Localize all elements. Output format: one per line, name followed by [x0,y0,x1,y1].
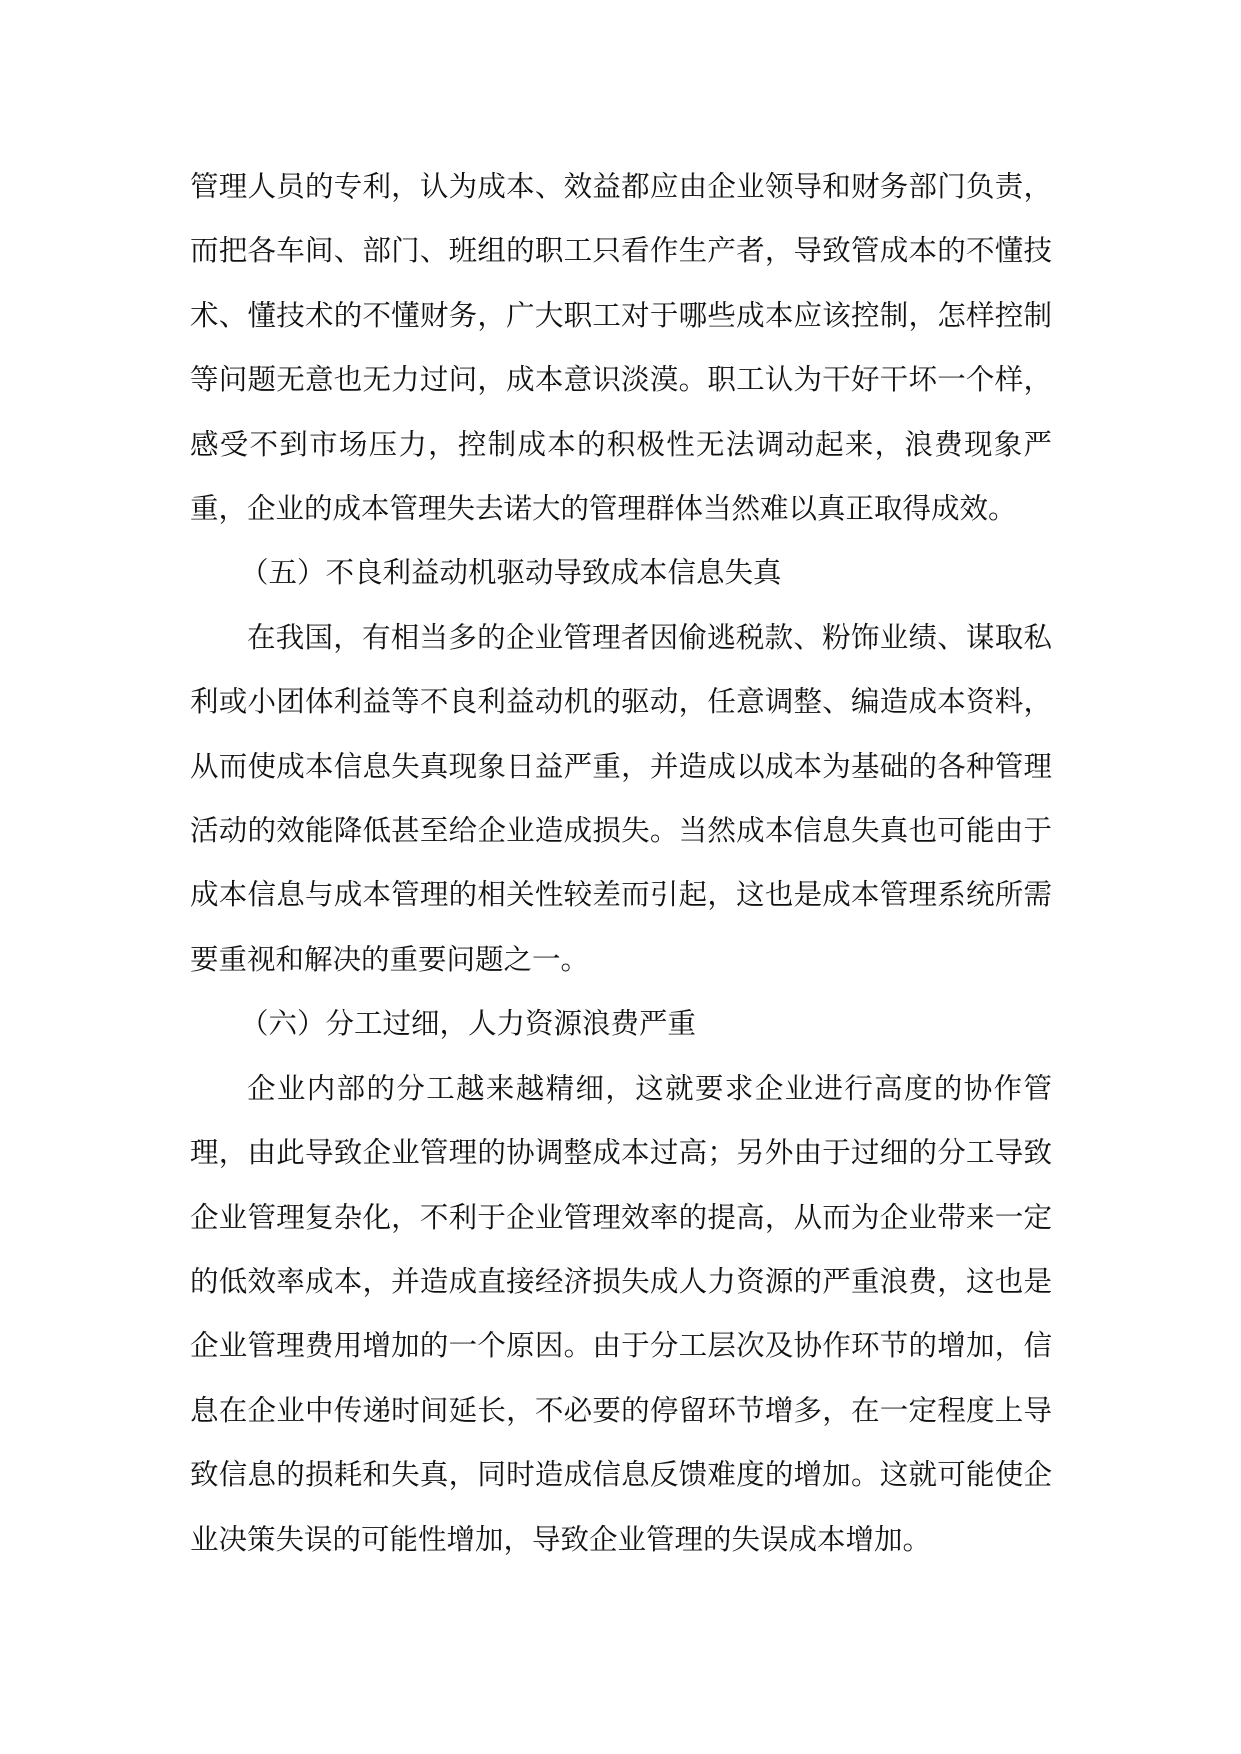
section-heading-five: （五）不良利益动机驱动导致成本信息失真 [240,556,782,590]
section-heading-six: （六）分工过细，人力资源浪费严重 [240,1007,697,1041]
document-body [190,155,1052,1572]
paragraph-division-of-labor: 企业内部的分工越来越精细，这就要求企业进行高度的协作管理，由此导致企业管理的协调整成本过高；另外由于过细的分工导致企业管理复杂化，不利于企业管理效率的提高，从而为企业带来一定的低效率成本，并造成直接经济损失成人力资源的严重浪费，这也是企业管理费用增加的一个原因。由于分工层次及协作环节的增加，信息在企业中传递时间延长，不必要的停留环节增多，在一定程度上导致信息的损耗和失真，同时造成信息反馈难度的增加。这就可能使企业决策失误的可能性增加，导致企业管理的失误成本增加。 [190,1071,1052,1556]
paragraph-cost-info-distortion: 在我国，有相当多的企业管理者因偷逃税款、粉饰业绩、谋取私利或小团体利益等不良利益动机的驱动，任意调整、编造成本资料，从而使成本信息失真现象日益严重，并造成以成本为基础的各种管理活动的效能降低甚至给企业造成损失。当然成本信息失真也可能由于成本信息与成本管理的相关性较差而引起，这也是成本管理系统所需要重视和解决的重要问题之一。 [190,620,1052,976]
paragraph-continuation: 管理人员的专利，认为成本、效益都应由企业领导和财务部门负责，而把各车间、部门、班组的职工只看作生产者，导致管成本的不懂技术、懂技术的不懂财务，广大职工对于哪些成本应该控制，怎样控制等问题无意也无力过问，成本意识淡漠。职工认为干好干坏一个样，感受不到市场压力，控制成本的积极性无法调动起来，浪费现象严重，企业的成本管理失去诺大的管理群体当然难以真正取得成效。 [190,170,1052,526]
